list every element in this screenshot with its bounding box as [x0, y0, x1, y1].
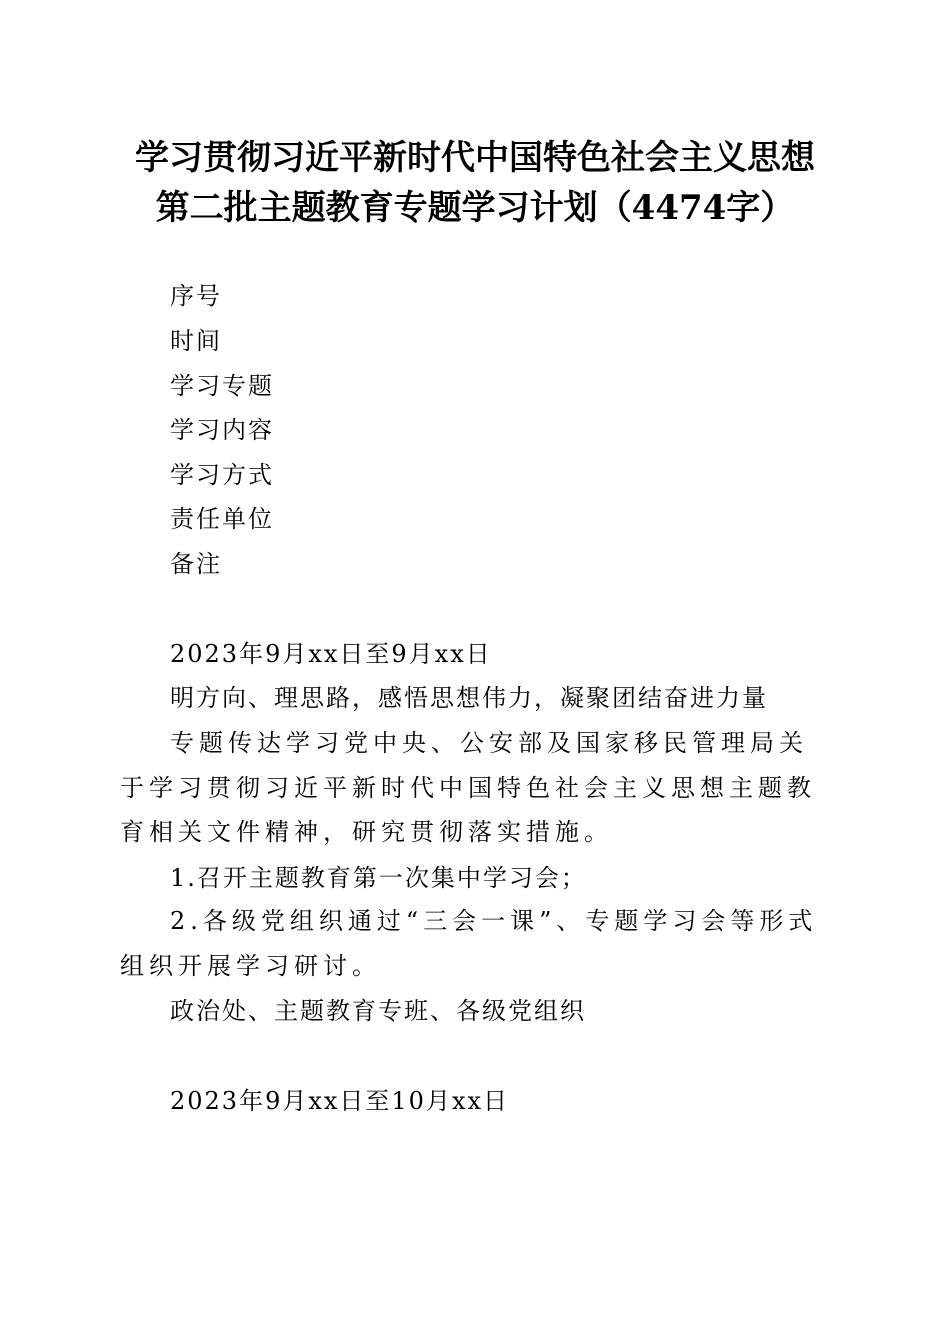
document-title-line-2: 第二批主题教育专题学习计划（4474字） — [155, 188, 795, 228]
row1-time: 2023年9月xx日至9月xx日 — [170, 640, 492, 668]
row1-topic: 明方向、理思路，感悟思想伟力，凝聚团结奋进力量 — [170, 684, 768, 712]
row1-content: 专题传达学习党中央、公安部及国家移民管理局关于学习贯彻习近平新时代中国特色社会主义思想主题教育相关文件精神，研究贯彻落实措施。 — [120, 729, 816, 846]
row2-time: 2023年9月xx日至10月xx日 — [170, 1087, 510, 1115]
header-serial-number: 序号 — [170, 282, 222, 310]
header-study-topic: 学习专题 — [170, 372, 274, 400]
header-study-method: 学习方式 — [170, 461, 274, 489]
header-time: 时间 — [170, 327, 222, 355]
row1-responsible-unit: 政治处、主题教育专班、各级党组织 — [170, 997, 586, 1025]
document-title-line-1: 学习贯彻习近平新时代中国特色社会主义思想 — [135, 138, 815, 178]
header-remarks: 备注 — [170, 550, 222, 578]
row1-method-2: 2.各级党组织通过“三会一课”、专题学习会等形式组织开展学习研讨。 — [120, 907, 818, 980]
row1-method-1: 1.召开主题教育第一次集中学习会； — [170, 864, 587, 892]
header-study-content: 学习内容 — [170, 416, 274, 444]
header-responsible-unit: 责任单位 — [170, 505, 274, 533]
